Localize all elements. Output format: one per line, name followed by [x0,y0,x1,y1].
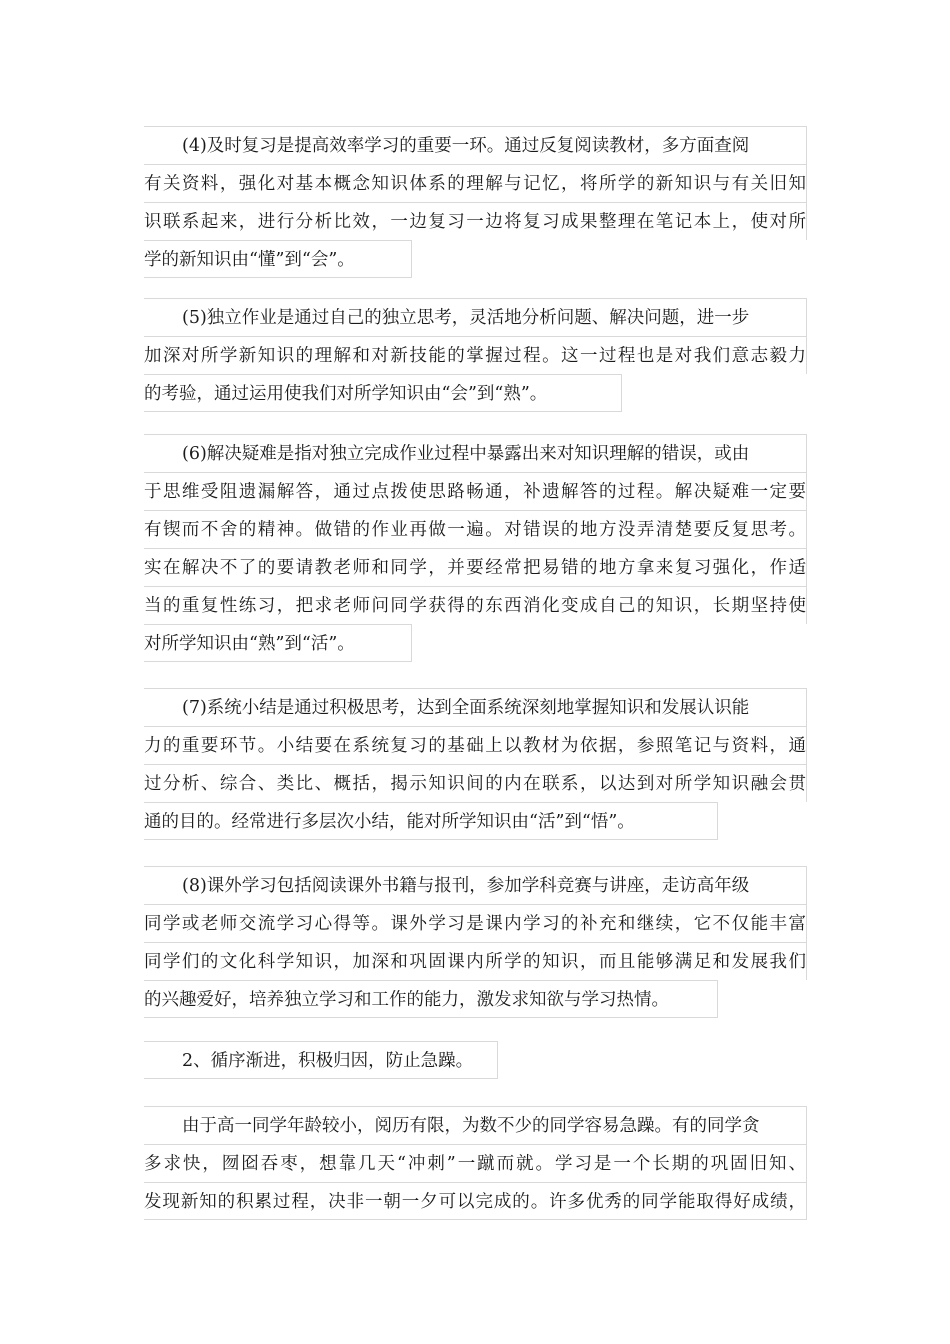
text-line: (5)独立作业是通过自己的独立思考，灵活地分析问题、解决问题，进一步 [144,298,807,336]
text-line: 发现新知的积累过程，决非一朝一夕可以完成的。许多优秀的同学能取得好成绩， [144,1182,807,1220]
text-line: 同学们的文化科学知识，加深和巩固课内所学的知识，而且能够满足和发展我们 [144,942,807,980]
text-line: 有锲而不舍的精神。做错的作业再做一遍。对错误的地方没弄清楚要反复思考。 [144,510,807,548]
text-line: 过分析、综合、类比、概括，揭示知识间的内在联系，以达到对所学知识融会贯 [144,764,807,802]
section-heading [144,1041,498,1079]
text-line: 加深对所学新知识的理解和对新技能的掌握过程。这一过程也是对我们意志毅力 [144,336,807,374]
text-line: 对所学知识由“熟”到“活”。 [144,624,412,662]
text-line: (8)课外学习包括阅读课外书籍与报刊，参加学科竞赛与讲座，走访高年级 [144,866,807,904]
text-line: 2、循序渐进，积极归因，防止急躁。 [144,1041,498,1079]
text-line: 多求快，囫囵吞枣，想靠几天“冲刺”一蹴而就。学习是一个长期的巩固旧知、 [144,1144,807,1182]
text-line: 由于高一同学年龄较小，阅历有限，为数不少的同学容易急躁。有的同学贪 [144,1106,807,1144]
text-line: 力的重要环节。小结要在系统复习的基础上以教材为依据，参照笔记与资料，通 [144,726,807,764]
text-line: 当的重复性练习，把求老师问同学获得的东西消化变成自己的知识，长期坚持使 [144,586,807,624]
text-line: 识联系起来，进行分析比效，一边复习一边将复习成果整理在笔记本上，使对所 [144,202,807,240]
paragraph-7 [144,688,807,840]
text-line: 通的目的。经常进行多层次小结，能对所学知识由“活”到“悟”。 [144,802,718,840]
text-line: 于思维受阻遗漏解答，通过点拨使思路畅通，补遗解答的过程。解决疑难一定要 [144,472,807,510]
text-line: (6)解决疑难是指对独立完成作业过程中暴露出来对知识理解的错误，或由 [144,434,807,472]
text-line: 有关资料，强化对基本概念知识体系的理解与记忆，将所学的新知识与有关旧知 [144,164,807,202]
text-line: 的考验，通过运用使我们对所学知识由“会”到“熟”。 [144,374,622,412]
text-line: 同学或老师交流学习心得等。课外学习是课内学习的补充和继续，它不仅能丰富 [144,904,807,942]
text-line: 实在解决不了的要请教老师和同学，并要经常把易错的地方拿来复习强化，作适 [144,548,807,586]
paragraph-4 [144,126,807,278]
paragraph-6 [144,434,807,662]
text-line: (7)系统小结是通过积极思考，达到全面系统深刻地掌握知识和发展认识能 [144,688,807,726]
text-line: 的兴趣爱好，培养独立学习和工作的能力，激发求知欲与学习热情。 [144,980,718,1018]
paragraph-5 [144,298,807,412]
text-line: 学的新知识由“懂”到“会”。 [144,240,412,278]
text-line: (4)及时复习是提高效率学习的重要一环。通过反复阅读教材，多方面查阅 [144,126,807,164]
paragraph-8 [144,866,807,1018]
paragraph-9 [144,1106,807,1220]
